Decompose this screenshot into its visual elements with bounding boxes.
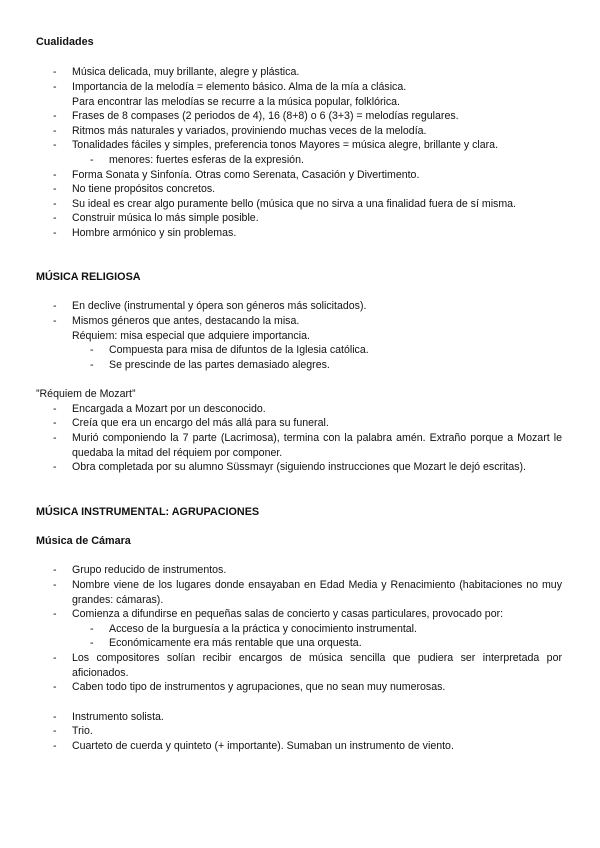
bullet: - <box>53 725 57 737</box>
bullet: - <box>90 623 94 635</box>
bullet: - <box>53 66 57 78</box>
bullet: - <box>90 637 94 649</box>
bullet: - <box>53 125 57 137</box>
section-heading-instrumental: MÚSICA INSTRUMENTAL: AGRUPACIONES <box>36 506 260 518</box>
bullet: - <box>53 432 57 444</box>
bullet: - <box>53 110 57 122</box>
list-item-continuation: Réquiem: misa especial que adquiere importancia. <box>72 330 310 342</box>
bullet: - <box>53 564 57 576</box>
document-page: Cualidades - Música delicada, muy brillante, alegre y plástica. - Importancia de la melodía = elemento básico. Alma de la mía a clásica. Para encontrar las melodías se recurre a la música popular, folklórica. - Frases de 8 compases (2 periodos de 4), 16 (8+8) o 6 (3+3) = melodías regulares. - Ritmos más naturales y variados, proviniendo muchas veces de la melodía. - Tonalidades fáciles y simples, preferencia tonos Mayores = música alegre, brillante y clara. - menores: fuertes esferas de la expresión. - Forma Sonata y Sinfonía. Otras como Serenata, Casación y Divertimento. - No tiene propósitos concretos. - Su ideal es crear algo puramente bello (música que no sirva a una finalidad fuera de sí misma. - Construir música lo más simple posible. - Hombre armónico y sin problemas. MÚSICA RELIGIOSA - En declive (instrumental y ópera son géneros más solicitados). - Mismos géneros que antes, destacando la misa. Réquiem: misa especial que adquiere importancia. - Compuesta para misa de difuntos de la Iglesia católica. - Se prescinde de las partes demasiado alegres. ”Réquiem de Mozart” - Encargada a Mozart por un desconocido. - Creía que era un encargo del más allá para su funeral. - Murió componiendo la 7 parte (Lacrimosa), termina con la palabra amén. Extraño porque a Mozart le quedaba la mitad del réquiem por componer. - Obra completada por su alumno Süssmayr (siguiendo instrucciones que Mozart le dejó escritas). MÚSICA INSTRUMENTAL: AGRUPACIONES Música de Cámara - Grupo reducido de instrumentos. - Nombre viene de los lugares donde ensayaban en Edad Media y Renacimiento (habitaciones no muy grandes: cámaras). - Comienza a difundirse en pequeñas salas de concierto y casas particulares, provocado por: - Acceso de la burguesía a la práctica y conocimiento instrumental. - Económicamente era más rentable que una orquesta. - Los compositores solían recibir encargos de música sencilla que pudiera ser interpretada por aficionados. - Caben todo tipo de instrumentos y agrupaciones, que no sean muy numerosas. - Instrumento solista. - Trio. - Cuarteto de cuerda y quinteto (+ importante). Sumaban un instrumento de viento. <box>36 36 562 752</box>
bullet: - <box>53 579 57 591</box>
bullet: - <box>53 315 57 327</box>
section-heading-religiosa: MÚSICA RELIGIOSA <box>36 271 141 283</box>
bullet: - <box>53 183 57 195</box>
bullet: - <box>53 227 57 239</box>
list-item-continuation: Para encontrar las melodías se recurre a la música popular, folklórica. <box>72 96 400 108</box>
bullet: - <box>53 461 57 473</box>
bullet: - <box>53 139 57 151</box>
bullet: - <box>53 169 57 181</box>
bullet: - <box>90 344 94 356</box>
bullet: - <box>53 711 57 723</box>
bullet: - <box>53 300 57 312</box>
bullet: - <box>53 417 57 429</box>
bullet: - <box>90 154 94 166</box>
bullet: - <box>53 608 57 620</box>
bullet: - <box>90 359 94 371</box>
section-heading-cualidades: Cualidades <box>36 36 94 48</box>
bullet: - <box>53 740 57 752</box>
requiem-title: ”Réquiem de Mozart” <box>36 388 136 400</box>
bullet: - <box>53 198 57 210</box>
bullet: - <box>53 212 57 224</box>
bullet: - <box>53 403 57 415</box>
bullet: - <box>53 81 57 93</box>
bullet: - <box>53 652 57 664</box>
subsection-heading-camara: Música de Cámara <box>36 535 131 547</box>
bullet: - <box>53 681 57 693</box>
